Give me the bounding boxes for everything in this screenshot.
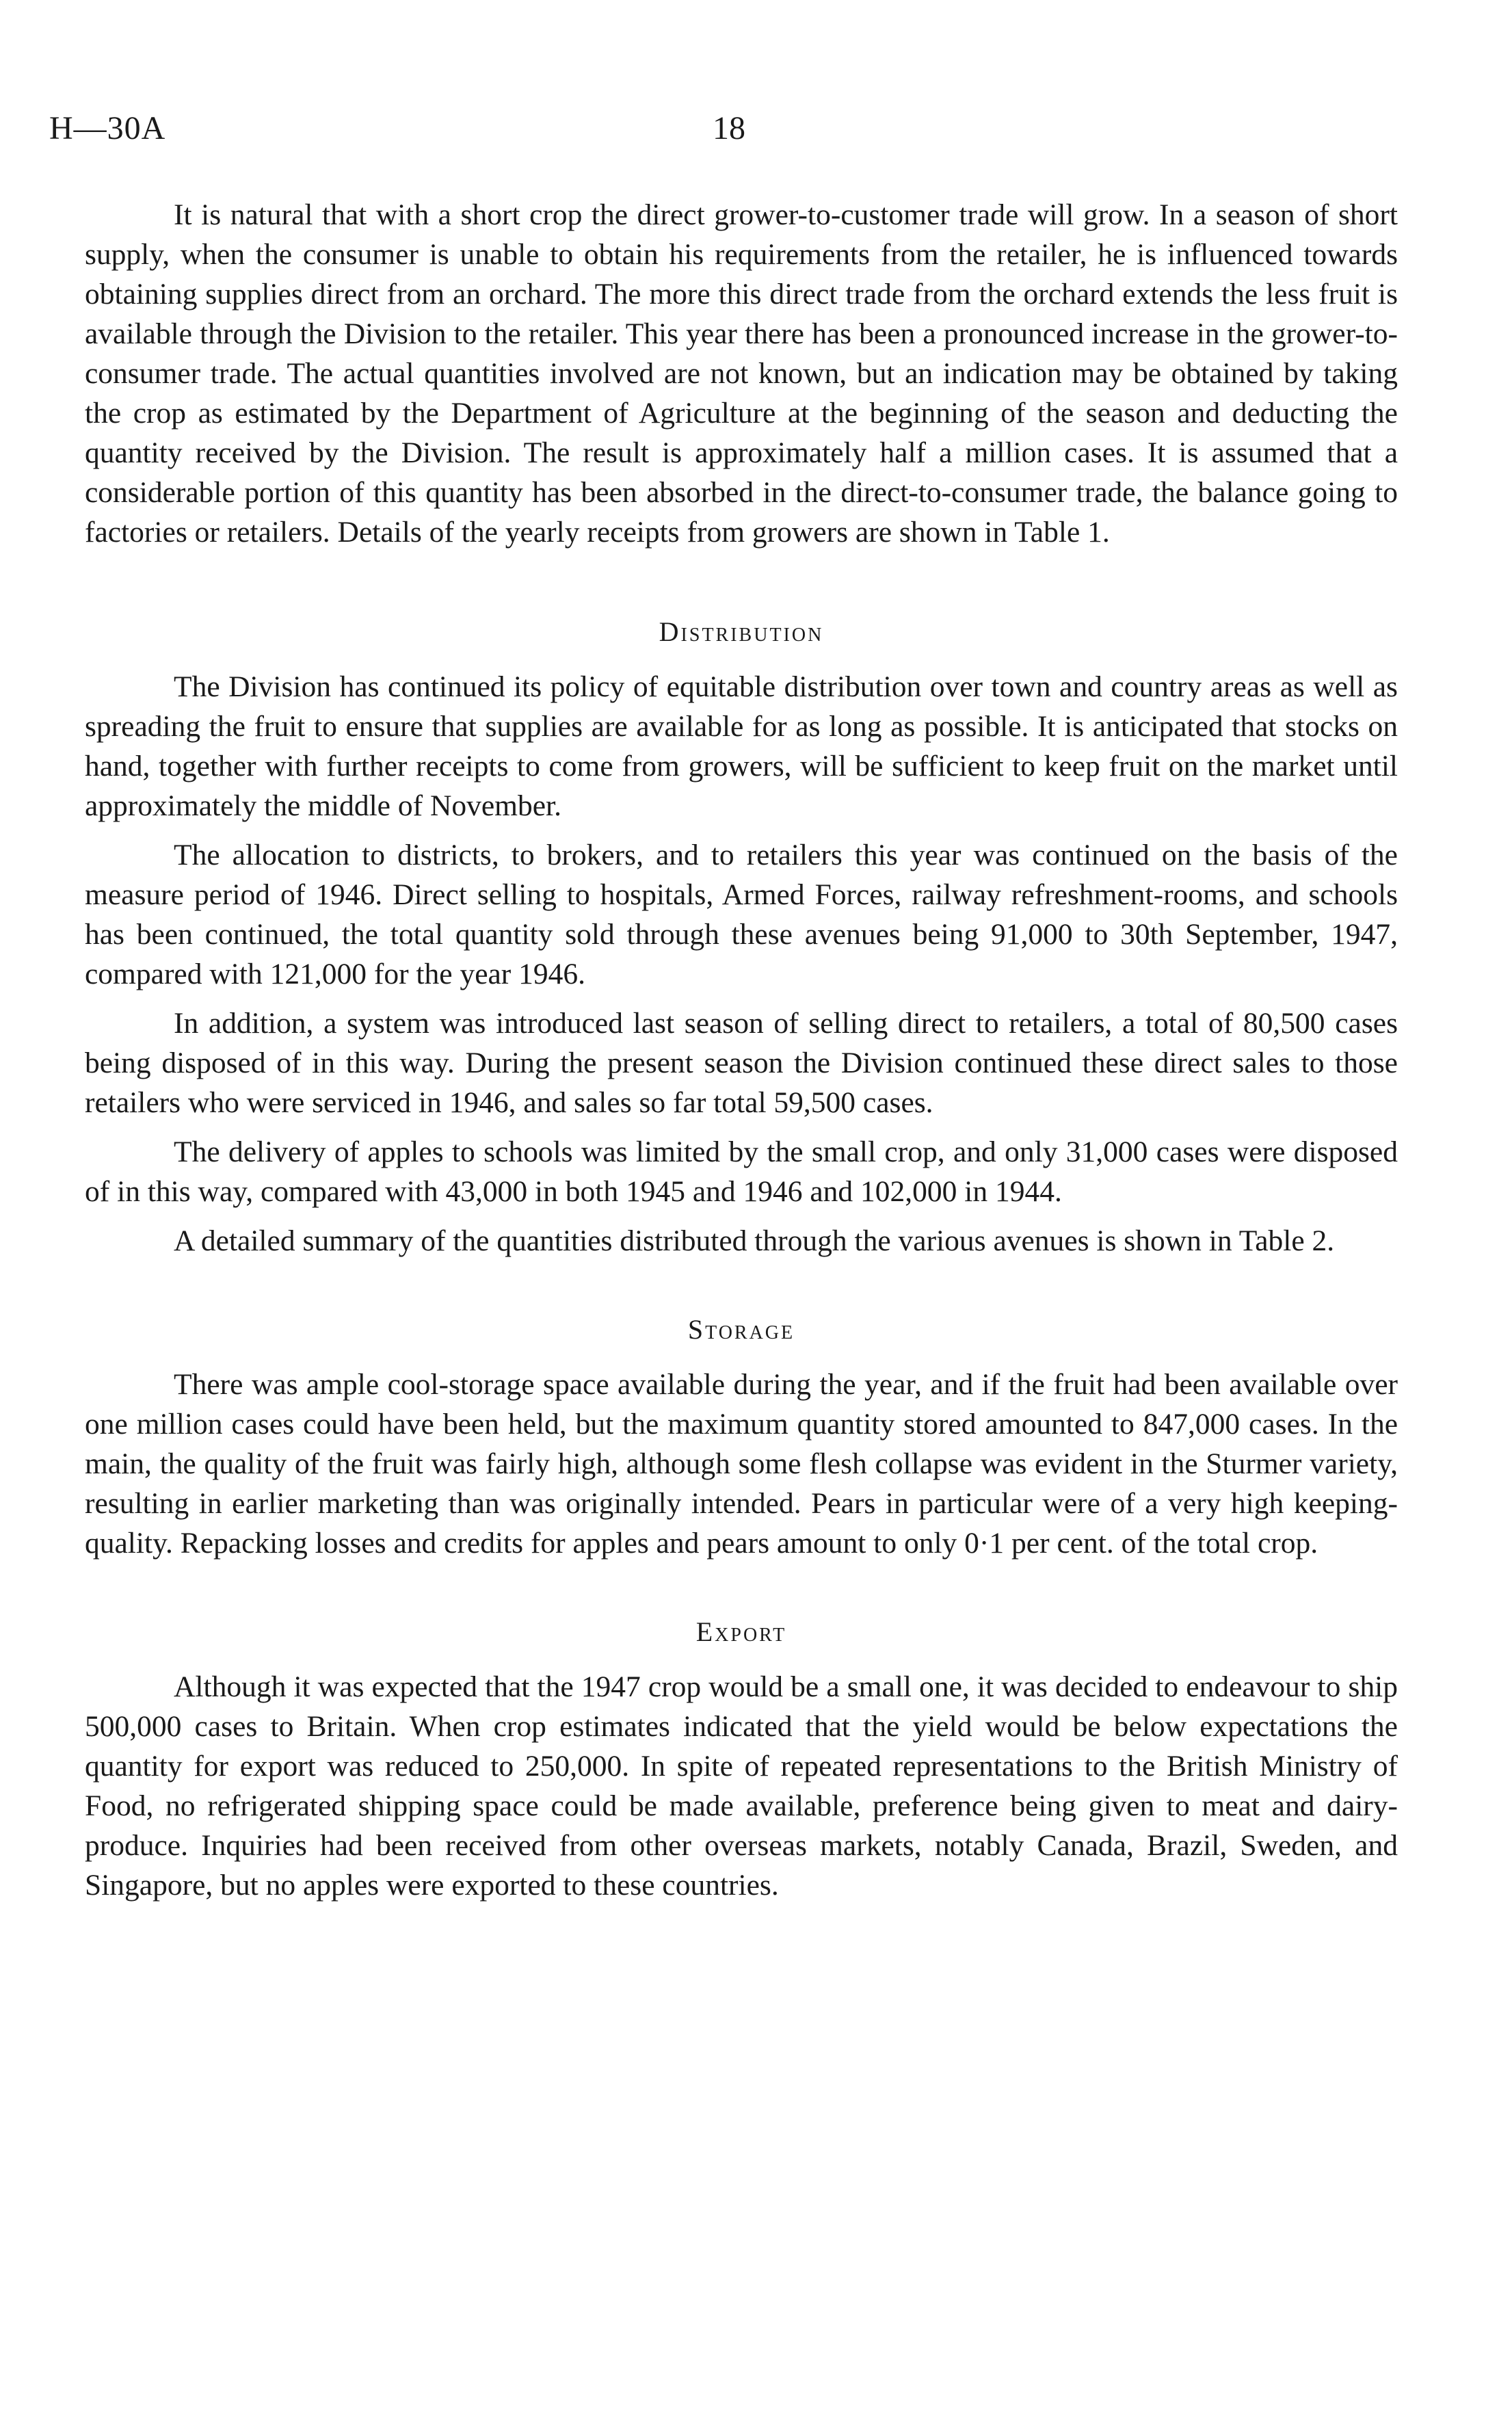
intro-paragraph: It is natural that with a short crop the direct grower-to-customer trade will grow. In a season of short supply, when the consumer is unable to obtain his requirements from the retailer, he is influenced towards obtaining supplies direct from an orchard. The more this direct trade from the orchard extends the less fruit is available through the Division to the retailer. This year there has been a pronounced increase in the grower-to-consumer trade. The actual quantities involved are not known, but an indication may be obtained by taking the crop as estimated by the Department of Agriculture at the beginning of the season and deducting the quantity received by the Division. The result is approximately half a million cases. It is assumed that a considerable portion of this quantity has been absorbed in the direct-to-consumer trade, the balance going to factories or retailers. Details of the yearly receipts from growers are shown in Table 1. — [85, 198, 1398, 549]
distribution-paragraph-3: In addition, a system was introduced last season of selling direct to retailers, a total of 80,500 cases being disposed of in this way. During the present season the Division continued these direct sales to those retailers who were serviced in 1946, and sales so far total 59,500 cases. — [85, 1007, 1398, 1119]
distribution-paragraph-5: A detailed summary of the quantities distributed through the various avenues is shown in Table 2. — [174, 1224, 1335, 1257]
section-heading-distribution: Distribution — [659, 616, 824, 647]
distribution-paragraph-1: The Division has continued its policy of equitable distribution over town and country areas as well as spreading the fruit to ensure that supplies are available for as long as possible. It is anticipated that stocks on hand, together with further receipts to come from growers, will be sufficient to keep fruit on the market until approximately the middle of November. — [85, 670, 1398, 822]
document-code: H—30A — [49, 110, 166, 146]
storage-paragraph: There was ample cool-storage space available during the year, and if the fruit had been available over one million cases could have been held, but the maximum quantity stored amounted to 847,000 cases. In the main, the quality of the fruit was fairly high, although some flesh collapse was evident in the Sturmer variety, resulting in earlier marketing than was originally intended. Pears in particular were of a very high keeping-quality. Repacking losses and credits for apples and pears amount to only 0·1 per cent. of the total crop. — [85, 1368, 1398, 1560]
export-paragraph: Although it was expected that the 1947 crop would be a small one, it was decided to endeavour to ship 500,000 cases to Britain. When crop estimates indicated that the yield would be below expectations the quantity for export was reduced to 250,000. In spite of repeated representations to the British Ministry of Food, no refrigerated shipping space could be made available, preference being given to meat and dairy-produce. Inquiries had been received from other overseas markets, notably Canada, Brazil, Sweden, and Singapore, but no apples were exported to these countries. — [85, 1670, 1398, 1902]
page-header — [49, 109, 1417, 164]
section-heading-storage: Storage — [687, 1314, 795, 1345]
section-heading-export: Export — [695, 1616, 787, 1647]
distribution-paragraph-4: The delivery of apples to schools was limited by the small crop, and only 31,000 cases were disposed of in this way, compared with 43,000 in both 1945 and 1946 and 102,000 in 1944. — [85, 1135, 1398, 1208]
page-number: 18 — [713, 110, 745, 146]
distribution-paragraph-2: The allocation to districts, to brokers, and to retailers this year was continued on the basis of the measure period of 1946. Direct selling to hospitals, Armed Forces, railway refreshment-rooms, and schools has been continued, the total quantity sold through these avenues being 91,000 to 30th September, 1947, compared with 121,000 for the year 1946. — [85, 839, 1398, 990]
document-body — [85, 195, 1398, 1915]
